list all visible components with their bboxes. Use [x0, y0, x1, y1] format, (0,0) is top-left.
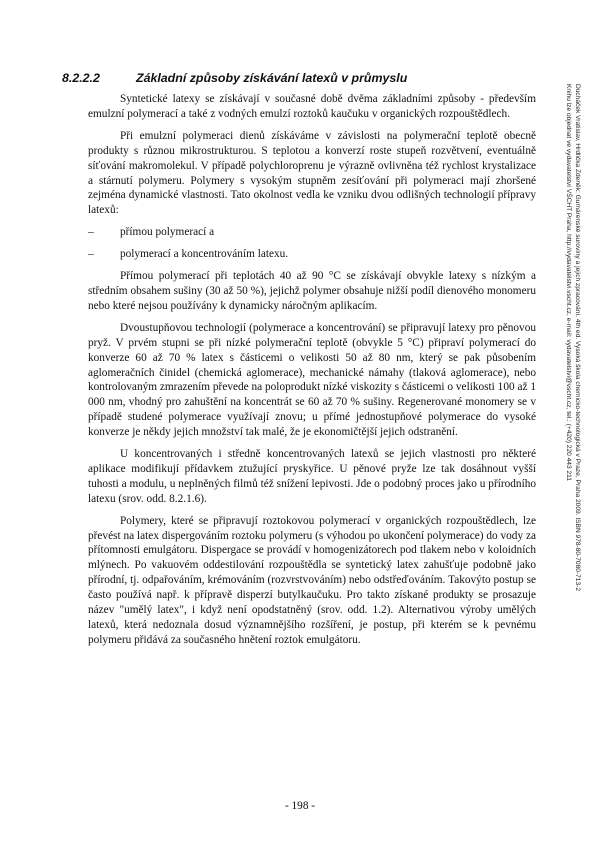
- citation-line: Ducháček Vratislav, Hrdlička Zdeněk: Gumárenské suroviny a jejich zpracování. 4th ed. Vysoká škola chemicko-technologická v Praze, Praha 2009. ISBN 978-80-7080-713-2: [574, 84, 581, 591]
- body-text: [88, 92, 536, 655]
- paragraph: Dvoustupňovou technologií (polymerace a koncentrování) se připravují latexy pro pěnovou pryž. V prvém stupni se při nízké polymerační teplotě (obvykle 5 °C) připraví polymerací do konverze 60 až 70 % latex s částicemi o velikosti 50 až 80 nm, který se pak působením aglomeračních činidel (chemická aglomerace), mechanické námahy (tlaková aglomerace), nebo kontrolovaným zmrazením převede na poloprodukt nízké viskozity s částicemi o velikosti 100 až 1 000 nm, vhodný pro zahuštění na koncentrát se 60 až 70 % sušiny. Regenerované monomery se v případě studené polymerace využívají znovu; u přímé jednostupňové polymerace do vysoké konverze je někdy jejich množství tak malé, že je ekonomičtější jejich odstranění.: [88, 321, 536, 439]
- list-item: [88, 247, 536, 262]
- paragraph: Syntetické latexy se získávají v současné době dvěma základními způsoby - především emulzní polymerací a také z vodných emulzí roztoků kaučuku v organických rozpouštědlech.: [88, 93, 536, 120]
- list-item: [88, 225, 536, 240]
- citation-sidebar: [564, 84, 582, 784]
- section-number: 8.2.2.2: [62, 71, 100, 85]
- section-title: Základní způsoby získávání latexů v průmyslu: [136, 71, 408, 85]
- paragraph: Polymery, které se připravují roztokovou polymerací v organických rozpouštědlech, lze převést na latex dispergováním roztoku polymeru (s výhodou po ukončení polymerace) do vody za přítomnosti emulgátoru. Dispergace se provádí v homogenizátorech pod tlakem nebo v koloidních mlýnech. Po vakuovém oddestilování rozpouštědla se syntetický latex zahušťuje podobně jako přírodní, tj. odpařováním, krémováním (rozvrstvováním) nebo odstřeďováním. Takovýto postup se často používá např. k přípravě disperzí butylkaučuku. Pro takto získané produkty se prosazuje název "umělý latex", i když není opodstatněný (srov. odd. 1.2). Alternativou výroby umělých latexů, která nedoznala dosud významnějšího rozšíření, je postup, při kterém se k pevnému polymeru přidává za současného hnětení roztok emulgátoru.: [88, 514, 536, 646]
- dash-bullet-icon: –: [88, 226, 94, 239]
- paragraph: U koncentrovaných i středně koncentrovaných latexů se jejich vlastnosti pro některé aplikace modifikují přídavkem ztužující pryskyřice. U pěnové pryže lze tak dosáhnout vyšší tuhosti a modulu, u neplněných filmů též snížení lepivosti. Jde o podobný proces jako u přírodního latexu (srov. odd. 8.2.1.6).: [88, 448, 536, 505]
- paragraph: Přímou polymerací při teplotách 40 až 90 °C se získávají obvykle latexy s nízkým a středním obsahem sušiny (30 až 50 %), jejichž polymer obsahuje nižší podíl dienového monomeru nebo které nejsou používány k dynamicky náročným aplikacím.: [88, 270, 536, 312]
- page-number: - 198 -: [284, 800, 316, 812]
- bullet-list: [88, 225, 536, 262]
- section-heading: [62, 70, 532, 86]
- list-item-text: přímou polymerací a: [120, 226, 215, 239]
- list-item-text: polymerací a koncentrováním latexu.: [120, 248, 289, 261]
- order-info-line: Knihu lze objednat ve vydavatelství VŠCHT Praha, http://vydavatelstvi.vscht.cz, e-mail: vydavatelstvi@vscht.cz, tel.: (+420) 220 443 211: [565, 84, 572, 481]
- paragraph: Při emulzní polymeraci dienů získáváme v závislosti na polymerační teplotě obecně produkty s různou mikrostrukturou. S teplotou a konverzí roste stupeň rozvětvení, eventuálně síťování makromolekul. V případě polychloroprenu je výrazně ovlivněna též rychlost krystalizace a stárnutí polymeru. Polymery s vysokým stupněm zesíťování při polymeraci mají zhoršené zejména dynamické vlastnosti. Tato okolnost vedla ke vzniku dvou odlišných technologií přípravy latexů:: [88, 129, 536, 217]
- dash-bullet-icon: –: [88, 248, 94, 261]
